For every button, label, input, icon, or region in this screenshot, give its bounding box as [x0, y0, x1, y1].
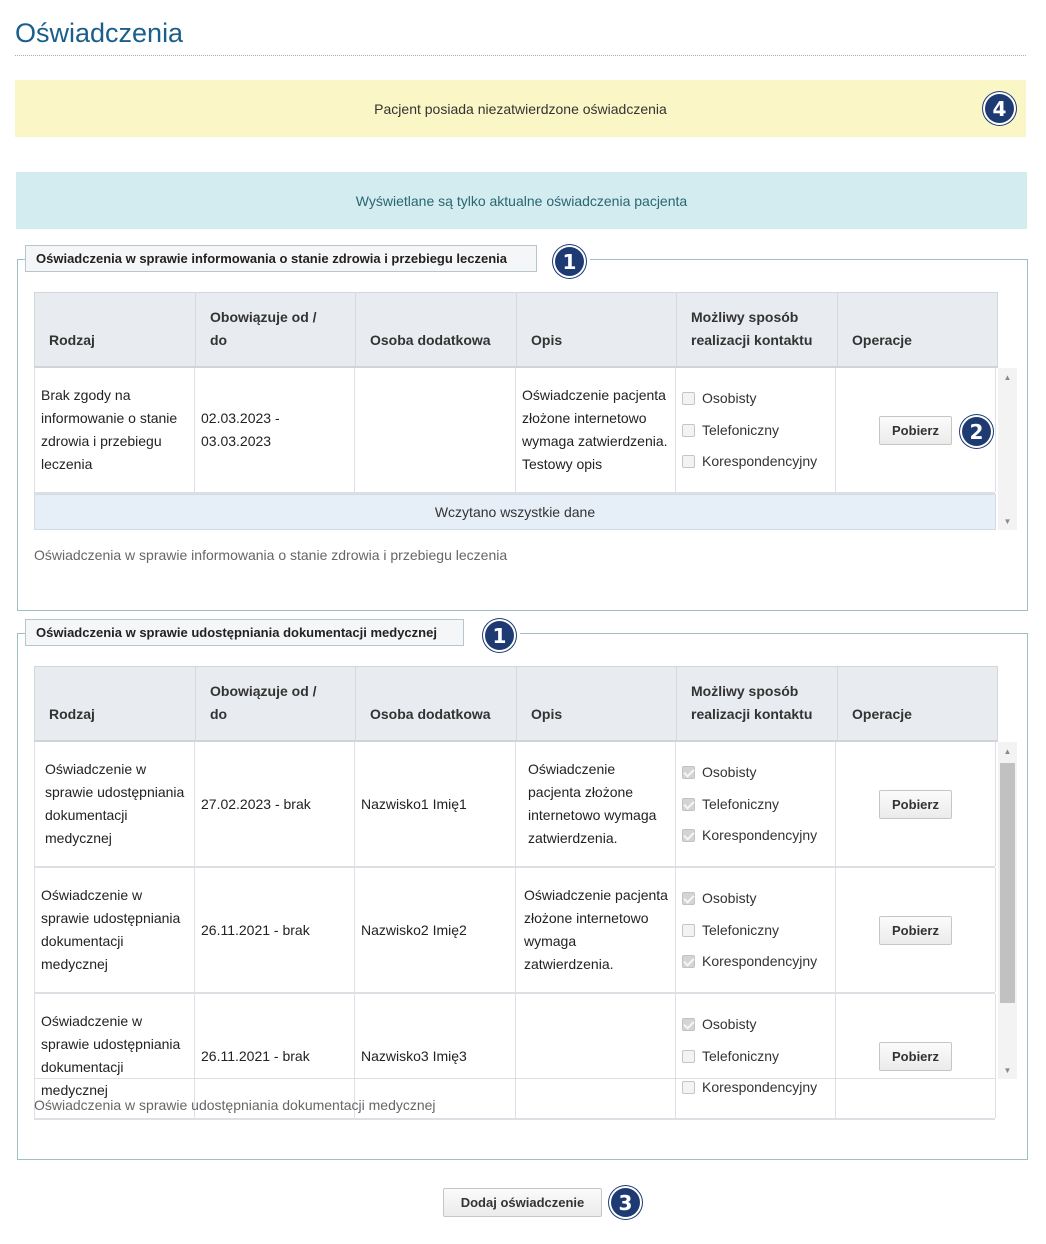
checkbox-osobisty[interactable]	[682, 392, 695, 405]
label-korespondencyjny: Korespondencyjny	[702, 953, 818, 969]
table-row	[34, 868, 995, 994]
documentation-scrollbar[interactable]	[998, 742, 1017, 1079]
col-header-operacje: Operacje	[852, 332, 912, 348]
health-info-legend-text: Oświadczenia w sprawie informowania o stanie zdrowia i przebiegu leczenia	[36, 251, 508, 266]
health-info-legend	[25, 245, 537, 272]
table-row	[34, 742, 995, 868]
checkbox-telefoniczny[interactable]	[682, 798, 695, 811]
callout-badge-1b: 1	[485, 621, 514, 650]
download-button[interactable]: Pobierz	[879, 416, 952, 445]
cell-opis: Oświadczenie pacjenta złożone internetowo wymaga zatwierdzenia.	[516, 868, 676, 992]
cell-contact-methods	[676, 368, 836, 492]
cell-okres: 02.03.2023 - 03.03.2023	[195, 368, 355, 492]
label-korespondencyjny: Korespondencyjny	[702, 453, 818, 469]
scroll-up-icon[interactable]: ▲	[1003, 746, 1012, 756]
col-header-operacje: Operacje	[852, 706, 912, 722]
health-info-scrollbar[interactable]	[998, 368, 1017, 530]
cell-osoba: Nazwisko1 Imię1	[355, 742, 516, 866]
cell-okres: 27.02.2023 - brak	[195, 742, 355, 866]
table-footer-loaded	[34, 494, 996, 530]
callout-badge-2: 2	[962, 417, 991, 446]
health-info-table-body	[34, 368, 996, 494]
cell-okres: 26.11.2021 - brak	[195, 868, 355, 992]
health-info-caption: Oświadczenia w sprawie informowania o stanie zdrowia i przebiegu leczenia	[34, 547, 508, 563]
checkbox-korespondencyjny[interactable]	[682, 829, 695, 842]
col-header-osoba: Osoba dodatkowa	[356, 293, 517, 366]
legend-line-right-2	[520, 633, 1028, 634]
documentation-legend	[25, 619, 464, 646]
cell-operacje	[836, 994, 996, 1118]
label-telefoniczny: Telefoniczny	[702, 795, 780, 812]
callout-badge-4: 4	[985, 94, 1014, 123]
table-row	[34, 368, 995, 494]
documentation-caption: Oświadczenia w sprawie udostępniania dokumentacji medycznej	[34, 1097, 436, 1113]
cell-contact-methods	[676, 868, 836, 992]
unapproved-warning-text: Pacjent posiada niezatwierdzone oświadczenia	[374, 100, 667, 117]
callout-badge-1: 1	[555, 247, 584, 276]
download-button[interactable]: Pobierz	[879, 916, 952, 945]
loaded-all-text: Wczytano wszystkie dane	[434, 504, 596, 520]
page-title: Oświadczenia	[15, 18, 184, 48]
checkbox-osobisty[interactable]	[682, 892, 695, 905]
label-telefoniczny: Telefoniczny	[702, 421, 780, 438]
documentation-table-body	[34, 742, 996, 1098]
cell-osoba	[355, 368, 516, 492]
col-header-obowiazuje: Obowiązuje od / do	[196, 667, 356, 740]
health-info-table-header	[34, 292, 998, 368]
cell-rodzaj: Oświadczenie w sprawie udostępniania dokumentacji medycznej	[34, 742, 195, 866]
callout-badge-3: 3	[611, 1188, 640, 1217]
label-korespondencyjny: Korespondencyjny	[702, 827, 818, 843]
download-button[interactable]: Pobierz	[879, 1042, 952, 1071]
cell-rodzaj: Oświadczenie w sprawie udostępniania dokumentacji medycznej	[34, 868, 195, 992]
cell-okres: 26.11.2021 - brak	[195, 994, 355, 1118]
cell-operacje	[836, 742, 996, 866]
checkbox-korespondencyjny[interactable]	[682, 955, 695, 968]
label-telefoniczny: Telefoniczny	[702, 1047, 780, 1064]
label-telefoniczny: Telefoniczny	[702, 921, 780, 938]
label-osobisty: Osobisty	[702, 890, 757, 906]
download-button[interactable]: Pobierz	[879, 790, 952, 819]
cell-rodzaj: Oświadczenie w sprawie udostępniania dokumentacji medycznej	[34, 994, 195, 1118]
label-korespondencyjny: Korespondencyjny	[702, 1079, 818, 1095]
add-declaration-button[interactable]: Dodaj oświadczenie	[443, 1188, 602, 1217]
scroll-up-icon[interactable]: ▲	[1003, 372, 1012, 382]
col-header-rodzaj: Rodzaj	[35, 667, 196, 740]
documentation-legend-text: Oświadczenia w sprawie udostępniania dokumentacji medycznej	[36, 625, 437, 640]
checkbox-osobisty[interactable]	[682, 766, 695, 779]
checkbox-telefoniczny[interactable]	[682, 424, 695, 437]
cell-contact-methods	[676, 742, 836, 866]
scrollbar-thumb[interactable]	[1000, 763, 1015, 1003]
checkbox-korespondencyjny[interactable]	[682, 455, 695, 468]
checkbox-telefoniczny[interactable]	[682, 924, 695, 937]
col-header-opis: Opis	[517, 667, 677, 740]
col-header-obowiazuje: Obowiązuje od / do	[196, 293, 356, 366]
col-header-rodzaj: Rodzaj	[35, 293, 196, 366]
col-header-sposob: Możliwy sposób realizacji kontaktu	[677, 667, 838, 740]
scroll-down-icon[interactable]: ▼	[1003, 1065, 1012, 1075]
cell-operacje	[836, 868, 996, 992]
cell-opis: Oświadczenie pacjenta złożone internetowo wymaga zatwierdzenia. Testowy opis	[516, 368, 676, 492]
current-only-info-banner	[16, 172, 1027, 229]
label-osobisty: Osobisty	[702, 1016, 757, 1032]
legend-line-right	[590, 259, 1028, 260]
checkbox-osobisty[interactable]	[682, 1018, 695, 1031]
cell-contact-methods	[676, 994, 836, 1118]
col-header-opis: Opis	[517, 293, 677, 366]
col-header-sposob: Możliwy sposób realizacji kontaktu	[677, 293, 838, 366]
cell-rodzaj: Brak zgody na informowanie o stanie zdrowia i przebiegu leczenia	[34, 368, 195, 492]
cell-osoba: Nazwisko2 Imię2	[355, 868, 516, 992]
checkbox-telefoniczny[interactable]	[682, 1050, 695, 1063]
unapproved-warning-banner	[15, 80, 1026, 137]
label-osobisty: Osobisty	[702, 764, 757, 780]
scroll-down-icon[interactable]: ▼	[1003, 516, 1012, 526]
cell-osoba: Nazwisko3 Imię3	[355, 994, 516, 1118]
col-header-osoba: Osoba dodatkowa	[356, 667, 517, 740]
label-osobisty: Osobisty	[702, 390, 757, 406]
checkbox-korespondencyjny[interactable]	[682, 1081, 695, 1094]
current-only-info-text: Wyświetlane są tylko aktualne oświadczenia pacjenta	[355, 192, 688, 209]
cell-opis	[516, 994, 676, 1118]
title-divider	[15, 55, 1026, 56]
cell-opis: Oświadczenie pacjenta złożone internetowo wymaga zatwierdzenia.	[516, 742, 676, 866]
documentation-table-header	[34, 666, 998, 742]
